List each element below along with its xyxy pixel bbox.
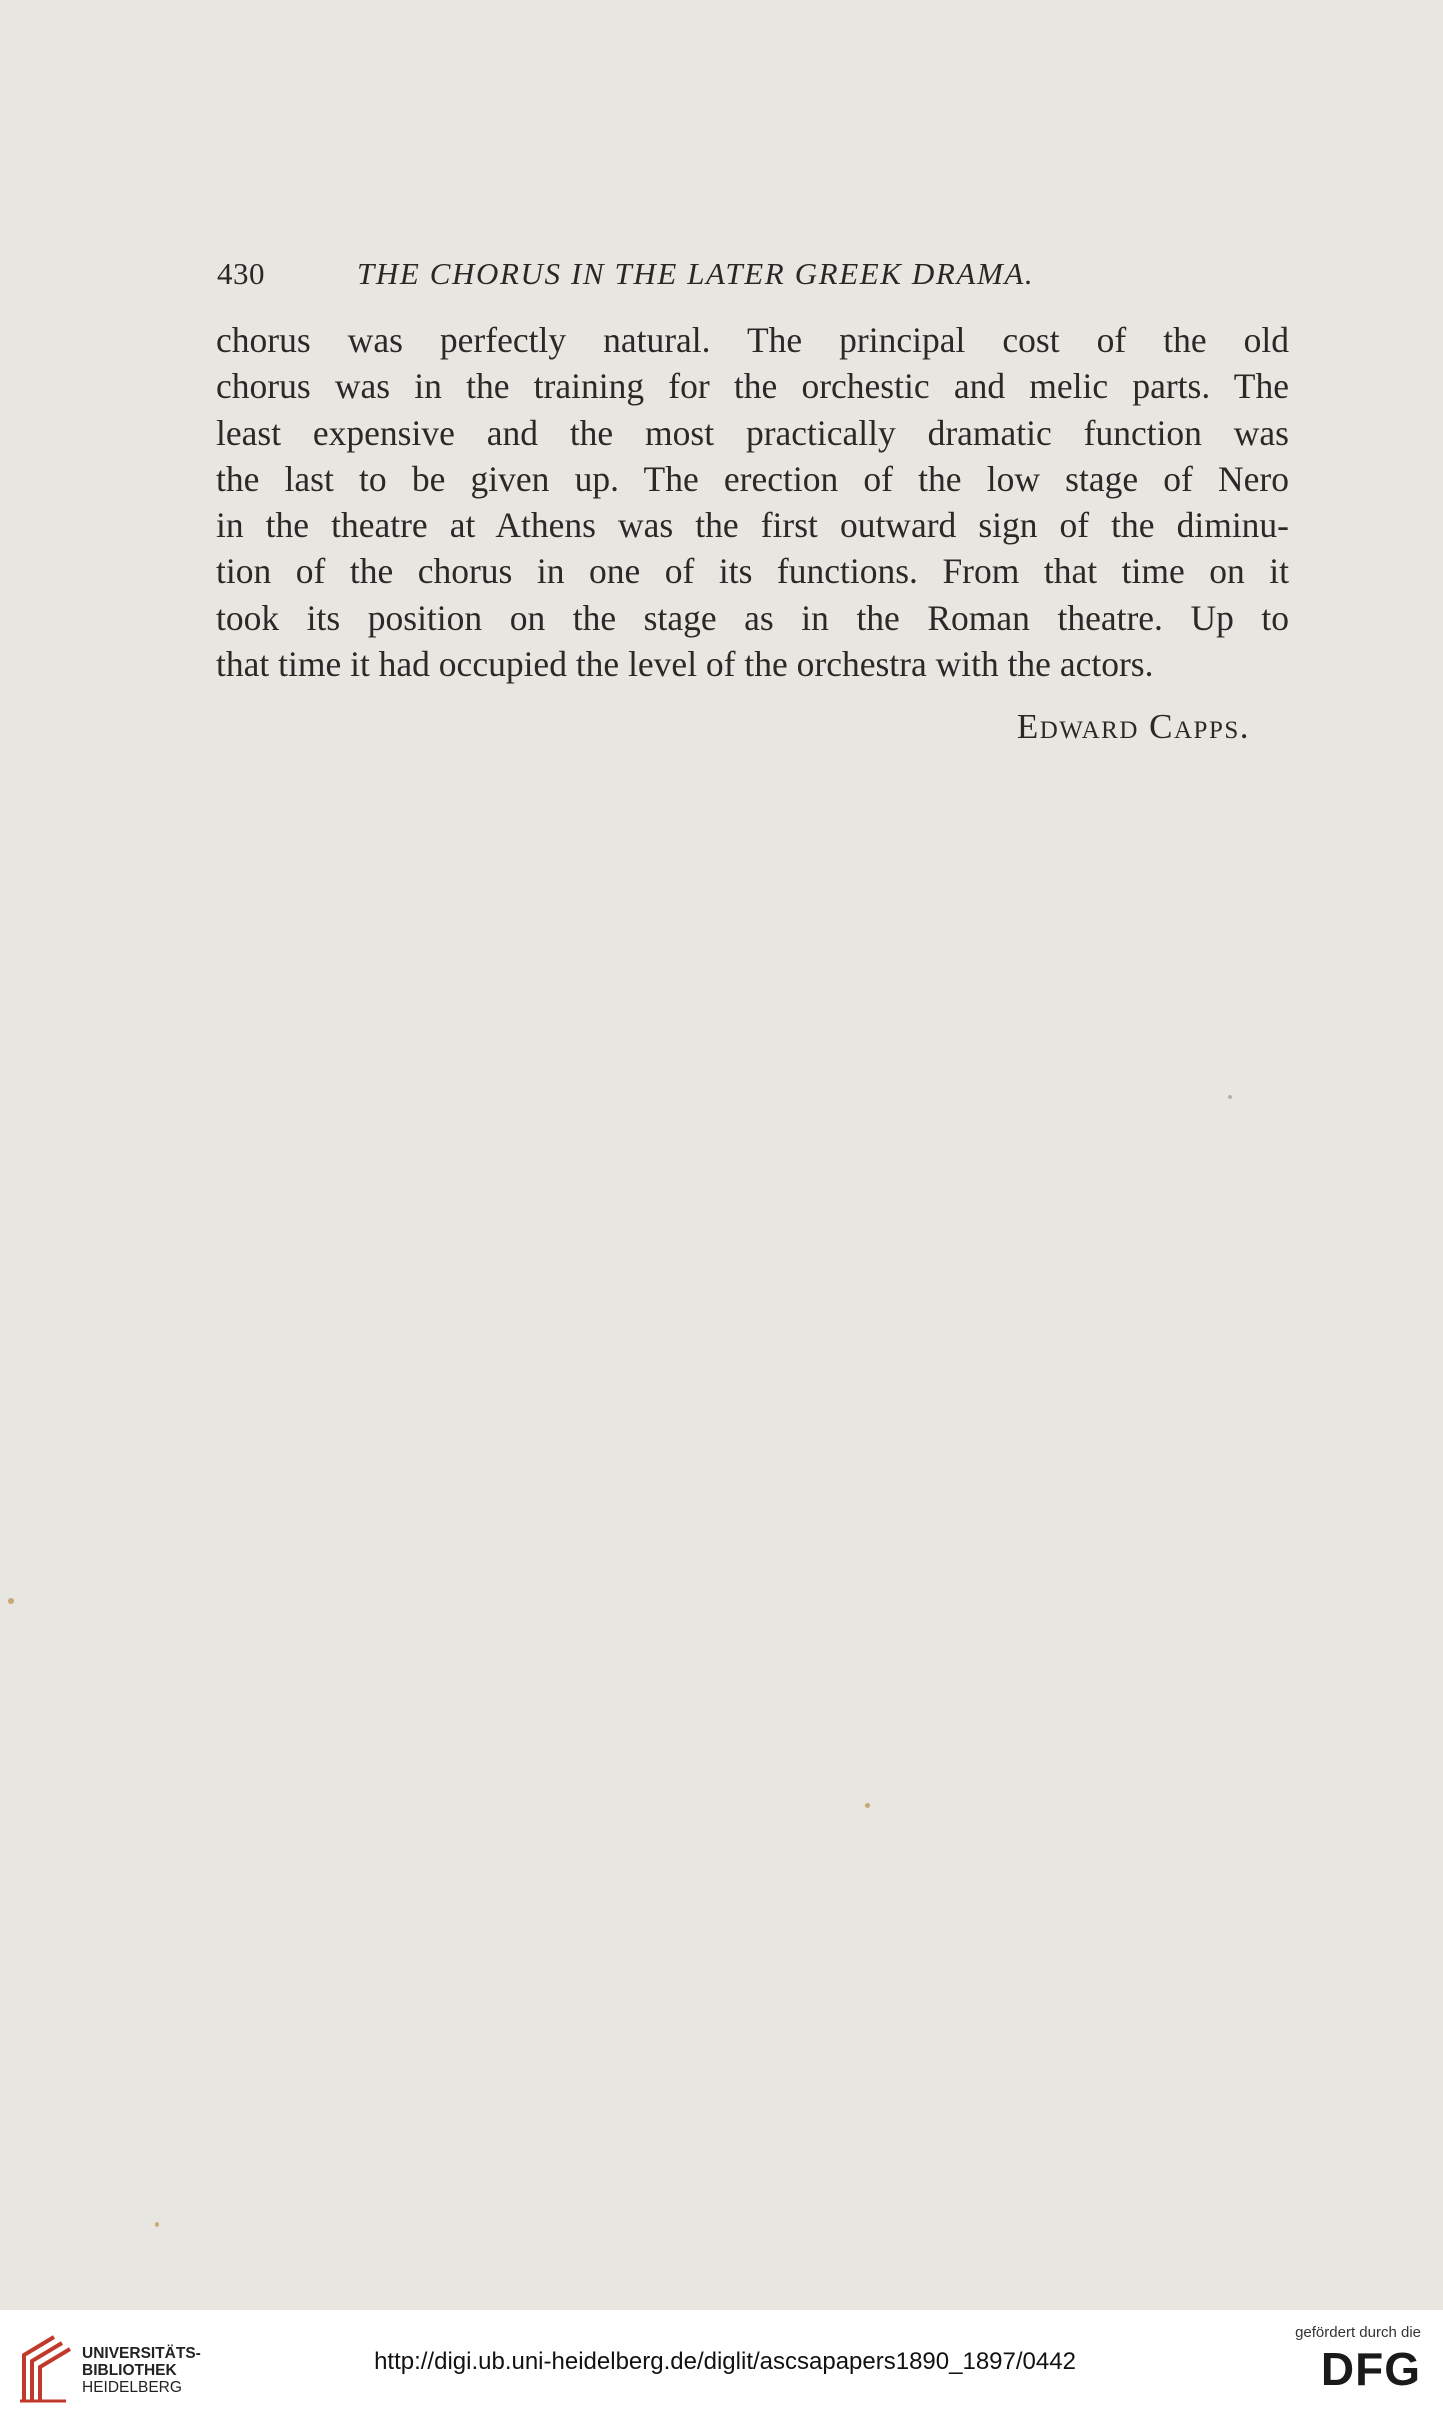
paper-speck: [865, 1803, 870, 1808]
paper-speck: [1228, 1095, 1232, 1099]
running-head: [217, 256, 1297, 296]
library-name-line: UNIVERSITÄTS-: [82, 2345, 201, 2362]
permalink-url[interactable]: http://digi.ub.uni-heidelberg.de/diglit/ascsapapers1890_1897/0442: [374, 2348, 1076, 2375]
library-name-line: BIBLIOTHEK: [82, 2362, 177, 2379]
library-emblem-icon: [14, 2333, 72, 2405]
sponsor-logo: [1261, 2324, 1421, 2395]
paper-speck: [155, 2222, 159, 2227]
running-title: THE CHORUS IN THE LATER GREEK DRAMA.: [357, 256, 1035, 291]
text-line: the last to be given up. The erection of the low stage of Nero: [216, 458, 1289, 499]
body-paragraph: [216, 317, 1289, 687]
page-number: 430: [217, 256, 265, 291]
paper-speck: [8, 1598, 14, 1604]
text-line: tion of the chorus in one of its functions. From that time on it: [216, 551, 1289, 592]
sponsor-caption: gefördert durch die: [1295, 2324, 1421, 2341]
library-name-line: HEIDELBERG: [82, 2379, 182, 2396]
text-line: chorus was in the training for the orchestic and melic parts. The: [216, 366, 1289, 407]
dfg-logo-icon: DFG: [1320, 2343, 1421, 2395]
text-line: chorus was perfectly natural. The principal cost of the old: [216, 320, 1289, 360]
text-line: in the theatre at Athens was the first outward sign of the diminu-: [216, 505, 1289, 546]
text-line: took its position on the stage as in the Roman theatre. Up to: [216, 597, 1289, 638]
library-logo: [14, 2333, 204, 2413]
footer-bar: [0, 2310, 1443, 2420]
text-line: that time it had occupied the level of the orchestra with the actors.: [216, 644, 1154, 685]
library-name: [82, 2345, 201, 2396]
text-line: least expensive and the most practically dramatic function was: [216, 412, 1289, 453]
author-signature: Edward Capps.: [1016, 707, 1250, 746]
